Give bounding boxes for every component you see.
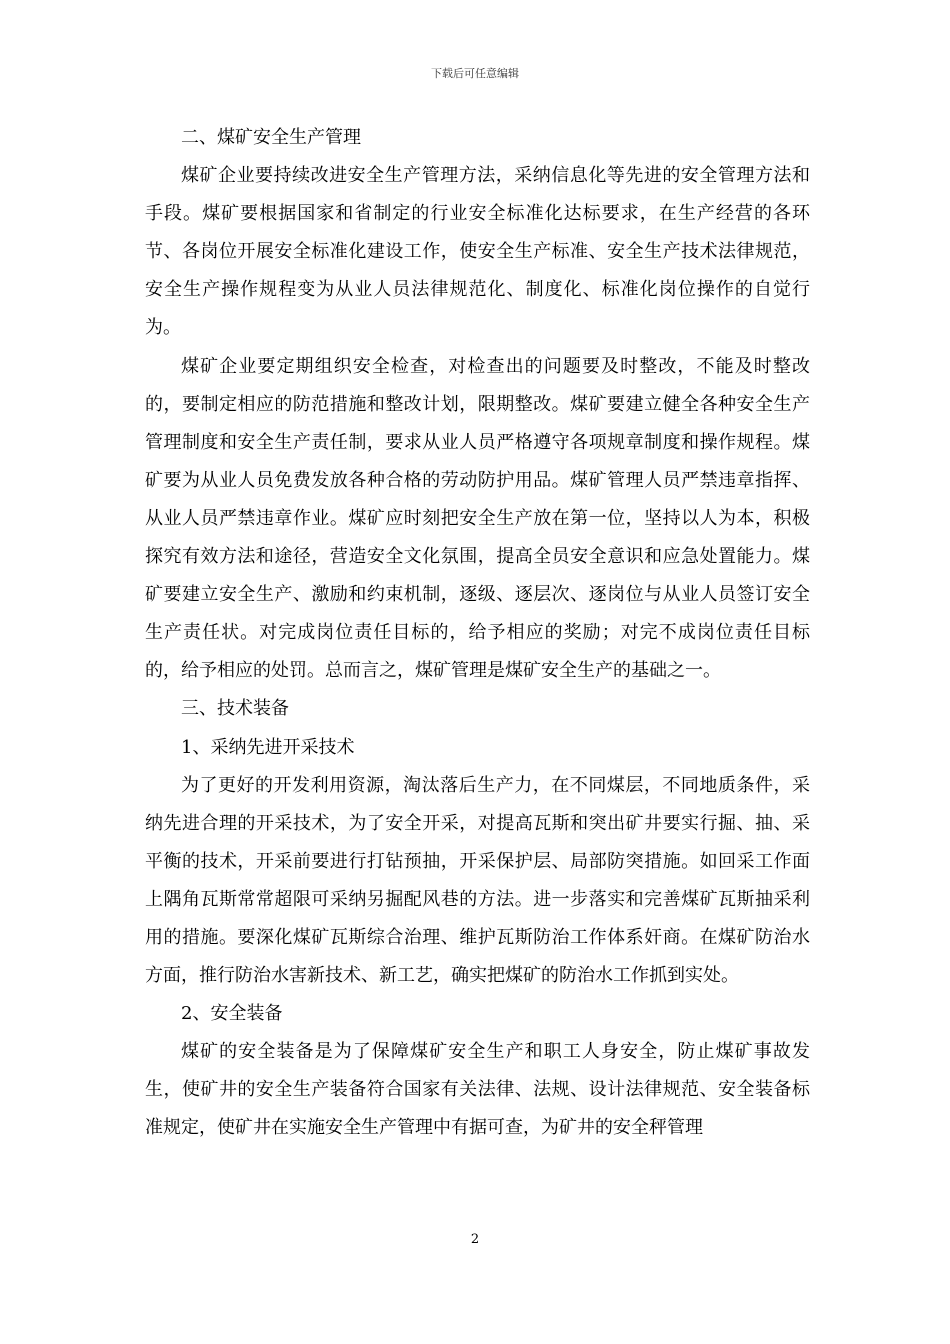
page-header: 下载后可任意编辑 [431, 67, 519, 80]
document-body [145, 119, 810, 1148]
subheading-mining-technology: 1、采纳先进开采技术 [181, 736, 355, 758]
paragraph: 煤矿的安全装备是为了保障煤矿安全生产和职工人身安全，防止煤矿事故发生，使矿井的安全生产装备符合国家有关法律、法规、设计法律规范、安全装备标准规定，使矿井在实施安全生产管理中有据可查，为矿井的安全秤管理 [145, 1041, 810, 1139]
subheading-safety-equipment: 2、安全装备 [181, 1003, 283, 1025]
paragraph: 为了更好的开发利用资源，淘汰落后生产力，在不同煤层，不同地质条件，采纳先进合理的开采技术，为了安全开采，对提高瓦斯和突出矿井要实行掘、抽、采平衡的技术，开采前要进行打钻预抽，开采保护层、局部防突措施。如回采工作面上隅角瓦斯常常超限可采纳另掘配风巷的方法。进一步落实和完善煤矿瓦斯抽采利用的措施。要深化煤矿瓦斯综合治理、维护瓦斯防治工作体系奸商。在煤矿防治水方面，推行防治水害新技术、新工艺，确实把煤矿的防治水工作抓到实处。 [145, 774, 810, 987]
section-heading-technical-equipment: 三、技术装备 [181, 698, 289, 720]
paragraph: 煤矿企业要定期组织安全检查，对检查出的问题要及时整改，不能及时整改的，要制定相应的防范措施和整改计划，限期整改。煤矿要建立健全各种安全生产管理制度和安全生产责任制，要求从业人员严格遵守各项规章制度和操作规程。煤矿要为从业人员免费发放各种合格的劳动防护用品。煤矿管理人员严禁违章指挥、从业人员严禁违章作业。煤矿应时刻把安全生产放在第一位，坚持以人为本，积极探究有效方法和途径，营造安全文化氛围，提高全员安全意识和应急处置能力。煤矿要建立安全生产、激励和约束机制，逐级、逐层次、逐岗位与从业人员签订安全生产责任状。对完成岗位责任目标的，给予相应的奖励；对完不成岗位责任目标的，给予相应的处罚。总而言之，煤矿管理是煤矿安全生产的基础之一。 [145, 355, 810, 682]
section-heading-safety-management: 二、煤矿安全生产管理 [181, 127, 361, 148]
paragraph: 煤矿企业要持续改进安全生产管理方法，采纳信息化等先进的安全管理方法和手段。煤矿要根据国家和省制定的行业安全标准化达标要求，在生产经营的各环节、各岗位开展安全标准化建设工作，使安全生产标准、安全生产技术法律规范，安全生产操作规程变为从业人员法律规范化、制度化、标准化岗位操作的自觉行为。 [145, 165, 810, 339]
page-number: 2 [470, 1232, 480, 1247]
